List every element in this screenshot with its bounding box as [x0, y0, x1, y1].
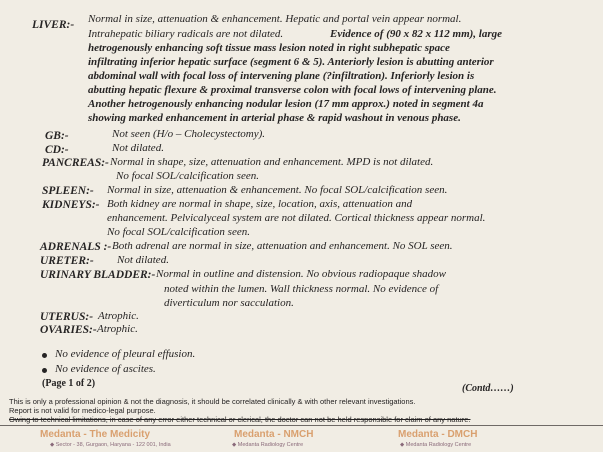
brand-nmch-address: ◆ Medanta Radiology Centre: [232, 442, 304, 448]
disclaimer-line-2: Report is not valid for medico-legal purpose.: [9, 406, 156, 415]
gb-text: Not seen (H/o – Cholecystectomy).: [112, 128, 266, 140]
adrenals-label: ADRENALS :-: [40, 241, 112, 253]
kidneys-line-3: No focal SOL/calcification seen.: [107, 226, 250, 238]
liver-line-8: showing marked enhancement in arterial phase & rapid washout in venous phase.: [88, 112, 461, 124]
liver-line-3: hetrogenously enhancing soft tissue mass lesion noted in right subhepatic space: [88, 42, 450, 54]
ovaries-label: OVARIES:-: [40, 324, 97, 336]
liver-line-2: Intrahepatic biliary radicals are not dilated.: [88, 28, 284, 40]
disclaimer-line-3: Owing to technical limitations, in case of any error either technical or clerical, the doctor can not be held responsible for claim of any nature.: [9, 415, 471, 424]
spleen-text: Normal in size, attenuation & enhancement. No focal SOL/calcification seen.: [107, 184, 448, 196]
kidneys-line-1: Both kidney are normal in shape, size, location, axis, attenuation and: [107, 198, 413, 210]
pancreas-line-2: No focal SOL/calcification seen.: [116, 170, 259, 182]
adrenals-text: Both adrenal are normal in size, attenuation and enhancement. No SOL seen.: [112, 240, 453, 252]
brand-dmch: Medanta - DMCH: [398, 429, 478, 440]
liver-line-1: Normal in size, attenuation & enhancement. Hepatic and portal vein appear normal.: [88, 13, 462, 25]
cd-text: Not dilated.: [112, 142, 164, 154]
kidneys-line-2: enhancement. Pelvicalyceal system are not dilated. Cortical thickness appear normal.: [107, 212, 486, 224]
bullet-icon: [42, 368, 47, 373]
bullet-ascites: No evidence of ascites.: [55, 363, 156, 375]
pancreas-label: PANCREAS:-: [42, 157, 109, 169]
brand-medicity-address: ◆ Sector - 38, Gurgaon, Haryana - 122 001, India: [50, 442, 171, 448]
uterus-label: UTERUS:-: [40, 311, 94, 323]
spleen-label: SPLEEN:-: [42, 185, 94, 197]
pancreas-line-1: Normal in shape, size, attenuation and enhancement. MPD is not dilated.: [110, 156, 434, 168]
liver-line-7: Another hetrogenously enhancing nodular lesion (17 mm approx.) noted in segment 4a: [88, 98, 484, 110]
brand-nmch: Medanta - NMCH: [234, 429, 314, 440]
liver-line-4: infiltrating inferior hepatic surface (segment 6 & 5). Anteriorly lesion is abutting anterior: [88, 56, 494, 68]
kidneys-label: KIDNEYS:-: [42, 199, 100, 211]
bladder-line-2: noted within the lumen. Wall thickness normal. No evidence of: [164, 283, 439, 295]
bladder-line-1: Normal in outline and distension. No obvious radiopaque shadow: [156, 268, 446, 280]
ovaries-text: Atrophic.: [97, 323, 138, 335]
ureter-text: Not dilated.: [117, 254, 169, 266]
disclaimer-line-1: This is only a professional opinion & not the diagnosis, it should be correlated clinically & with other relevant investigations.: [9, 397, 416, 406]
cd-label: CD:-: [45, 144, 69, 156]
liver-label: LIVER:-: [32, 19, 75, 31]
liver-line-2b: Evidence of (90 x 82 x 112 mm), large: [330, 28, 503, 40]
liver-line-6: abutting hepatic flexure & proximal transverse colon with focal lows of intervening plane.: [88, 84, 497, 96]
bladder-line-3: diverticulum nor sacculation.: [164, 297, 294, 309]
page-number: (Page 1 of 2): [42, 378, 96, 389]
liver-line-5: abdominal wall with focal loss of intervening plane (?infiltration). Inferiorly lesion is: [88, 70, 475, 82]
brand-medicity: Medanta - The Medicity: [40, 429, 151, 440]
continued-label: (Contd……): [462, 383, 514, 394]
brand-dmch-address: ◆ Medanta Radiology Centre: [400, 442, 472, 448]
footer-divider: [0, 425, 603, 426]
bullet-pleural: No evidence of pleural effusion.: [55, 348, 196, 360]
bullet-icon: [42, 353, 47, 358]
ureter-label: URETER:-: [40, 255, 94, 267]
gb-label: GB:-: [45, 130, 69, 142]
bladder-label: URINARY BLADDER:-: [40, 269, 156, 281]
uterus-text: Atrophic.: [98, 310, 139, 322]
